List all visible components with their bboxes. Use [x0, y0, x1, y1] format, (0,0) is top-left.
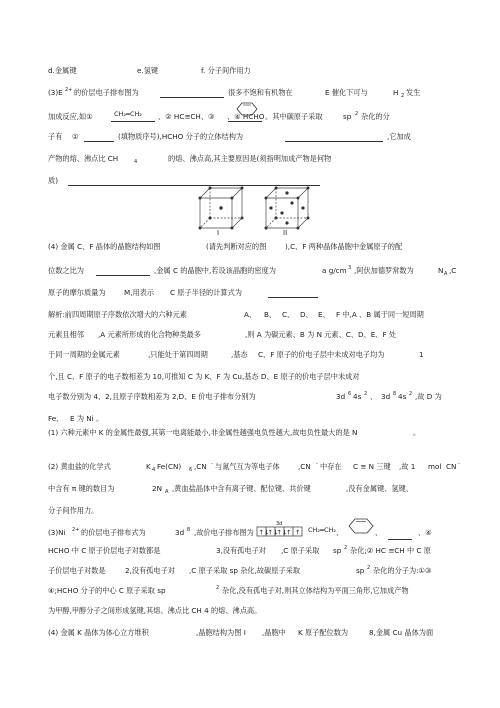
text-run: K 原子配位数为: [298, 628, 349, 637]
text-run: sp: [333, 546, 342, 555]
text-run: M,用表示: [124, 288, 155, 297]
superscript: 8: [393, 391, 397, 397]
text-run: ,故价电子排布图为: [194, 528, 254, 537]
text-run: ④;HCHO 分子的中心 C 原子采取 sp: [48, 586, 166, 595]
cyclic-molecule-icon: [348, 518, 374, 534]
text-run: HCHO 中 C 原子价层电子对数都是: [48, 546, 161, 555]
text-run: 、: [375, 528, 383, 537]
text-run: 杂化的分子为:①③: [373, 566, 432, 575]
text-run: sp: [343, 112, 352, 121]
text-run: ,A 元素所形成的化合物种类最多: [98, 330, 201, 339]
svg-text:↑↓: ↑↓: [267, 528, 279, 537]
text-run: 位数之比为: [48, 266, 84, 275]
text-run: 为甲醇,甲醇分子之间形成氢键,其熔、沸点比 CH 4 的熔、沸点高。: [48, 606, 262, 615]
text-run: 2,没有孤电子对: [125, 566, 175, 575]
orbital-diagram: [256, 519, 306, 539]
subscript: 4: [152, 467, 156, 473]
text-run: (2) 黄血盐的化学式: [48, 462, 111, 471]
text-run: 3d: [381, 392, 391, 401]
text-run: (4) 金属 C、F 晶体的晶胞结构如图: [48, 242, 161, 251]
text-run: Fe(CN): [157, 462, 182, 471]
answer-blank: [268, 288, 318, 298]
text-run: 个,且 C、F 原子的电子数相差为 10,可推知 C 为 K、F 为 Cu,基态 D、E 原子的价电子层中未成对: [48, 372, 360, 381]
text-run: 、④: [418, 528, 432, 537]
text-run: 、: [336, 528, 344, 537]
face-centered-cube-figure: [265, 187, 310, 230]
ethylene-formula: CH₂═CH₂: [114, 110, 142, 118]
text-run: 很多不饱和有机物在: [228, 88, 293, 97]
text-run: ,故 D 为: [415, 392, 442, 401]
text-run: ,只能处于第四周期: [148, 350, 208, 359]
superscript: 2: [355, 111, 359, 117]
text-run: ,金属 C 的晶胞中,若设该晶胞的密度为: [154, 266, 276, 275]
text-run: 元素且相邻: [48, 330, 84, 339]
text-run: 、④ HCHO: [227, 112, 265, 121]
text-run: ,C 原子采取: [281, 546, 320, 555]
text-run: 电子数分别为 4、2,且原子序数相差为 2,D、E 价电子排布分别为: [48, 392, 256, 401]
text-run: ,故 1: [399, 462, 416, 471]
orbital-label: 3d: [276, 521, 283, 527]
text-run: (请先判断对应的图: [206, 242, 267, 251]
superscript: 2: [344, 545, 348, 551]
text-run: 3d: [175, 528, 185, 537]
text-run: F 中,A 、B 属于同一短周期: [336, 310, 424, 319]
text-run: 。: [413, 428, 421, 437]
text-run: 原子的摩尔质量为: [48, 288, 106, 297]
text-run: 的价层电子排布式为: [81, 528, 146, 537]
text-run: ①: [72, 132, 79, 141]
text-run: sp: [356, 566, 365, 575]
unit-cell-figures: [192, 184, 322, 242]
text-run: 分子间作用力。: [48, 506, 99, 515]
superscript: 3: [348, 265, 352, 271]
subscript: 2: [401, 93, 405, 99]
text-run: K: [146, 462, 151, 471]
text-run: 中存在: [320, 462, 342, 471]
text-run: 。其中碳原子采取: [265, 112, 323, 121]
svg-text:↑↓: ↑↓: [276, 528, 288, 537]
text-run: 质): [48, 176, 58, 185]
text-run: H: [393, 88, 399, 97]
text-run: 的熔、沸点高,其主要原因是(须指明加成产物是何物: [168, 154, 332, 163]
text-run: 产物的熔、沸点比 CH: [48, 154, 119, 163]
subscript: A: [444, 271, 448, 277]
text-run: 杂化;② HC ≡CH 中 C 原: [350, 546, 431, 555]
answer-blank: [96, 266, 150, 276]
superscript: 8: [187, 527, 191, 533]
text-run: d.金属键: [48, 66, 77, 75]
formula-underline: [228, 121, 262, 122]
ethylene-formula: CH₂═CH₂: [308, 526, 336, 534]
text-run: 2N: [152, 484, 162, 493]
text-run: 解析:前四周期原子序数依次增大的六种元素: [48, 310, 187, 319]
superscript: -: [458, 461, 460, 467]
text-run: 4s: [353, 392, 362, 401]
text-run: (3)E: [48, 88, 63, 97]
text-run: (3)Ni: [48, 528, 66, 537]
text-run: ,则 A 为碳元素、B 为 N 元素、C、D、E、F 处: [245, 330, 397, 339]
text-run: 、② HC≡CH、③: [158, 112, 215, 121]
text-run: C ≡ N 三键: [353, 462, 391, 471]
superscript: 2: [364, 391, 368, 397]
text-run: 4s: [398, 392, 407, 401]
figure-label-2: II: [283, 229, 288, 237]
text-run: (4) 金属 K 晶体为体心立方堆积: [48, 628, 149, 637]
text-run: 子价层电子对数是: [48, 566, 106, 575]
superscript: 2: [216, 585, 220, 591]
svg-text:↑↓: ↑↓: [258, 528, 270, 537]
text-run: 3d: [336, 392, 346, 401]
text-run: D、: [300, 310, 313, 319]
superscript: 2: [367, 565, 371, 571]
text-run: ,C 原子采取 sp 杂化,故碳原子采取: [189, 566, 301, 575]
text-run: C、F 原子的价电子层中未成对电子均为: [258, 350, 385, 359]
text-run: 、: [370, 392, 378, 401]
text-run: ,它加成: [387, 132, 411, 141]
svg-text:↑: ↑: [286, 528, 292, 537]
text-run: 中含有 π 键的数目为: [48, 484, 115, 493]
text-run: A、: [244, 310, 257, 319]
text-run: ,C: [449, 266, 457, 275]
answer-blank: [84, 132, 114, 142]
subscript: 4: [134, 159, 138, 165]
superscript: -: [211, 461, 213, 467]
text-run: E 催化下可与: [325, 88, 368, 97]
text-run: Fe、: [48, 414, 64, 423]
text-run: 杂化,没有孤电子对,则其立体结构为平面三角形,它加成产物: [222, 586, 409, 595]
text-run: 发生: [406, 88, 421, 97]
text-run: 杂化的分: [361, 112, 390, 121]
text-run: (填物质序号),HCHO 分子的立体结构为: [118, 132, 244, 141]
text-run: 与氮气互为等电子体: [215, 462, 280, 471]
text-run: 于同一周期的金属元素: [48, 350, 120, 359]
answer-blank: [285, 132, 383, 142]
text-run: 加成反应,如①: [48, 112, 93, 121]
text-run: 的价层电子排布图为: [74, 88, 139, 97]
text-run: 3,没有孤电子对: [216, 546, 266, 555]
text-run: e.氢键: [137, 66, 159, 75]
text-run: (1) 六种元素中 K 的金属性最强,其第一电离能最小,非金属性越强电负性越大,故电负性最大的是 N: [48, 428, 358, 437]
text-run: ,晶胞中: [262, 628, 286, 637]
text-run: f. 分子间作用力: [201, 66, 251, 75]
svg-text:↑: ↑: [295, 528, 301, 537]
text-run: N: [438, 266, 444, 275]
figure-label-1: I: [217, 229, 220, 237]
superscript: 6: [348, 391, 352, 397]
subscript: 6: [189, 467, 193, 473]
superscript: 2+: [65, 87, 73, 93]
text-run: mol: [428, 462, 442, 471]
body-centered-cube-figure: [199, 187, 244, 230]
formula-underline: [388, 539, 412, 540]
text-run: 1: [419, 350, 424, 359]
text-run: ,阿伏加德罗常数为: [354, 266, 414, 275]
text-run: 8,金属 Cu 晶体为面: [369, 628, 434, 637]
formula-underline: [111, 121, 155, 122]
text-run: ,没有金属键、氢键、: [346, 484, 413, 493]
text-run: ,CN: [298, 462, 311, 471]
superscript: 2: [409, 391, 413, 397]
text-run: CN: [446, 462, 457, 471]
text-run: E、: [318, 310, 330, 319]
text-run: ),C、F 两种晶体晶胞中金属原子的配: [285, 242, 403, 251]
text-run: a g/cm: [322, 266, 347, 275]
text-run: ,晶胞结构为图 I: [196, 628, 246, 637]
text-run: E 为 Ni 。: [70, 414, 104, 423]
text-run: C、: [282, 310, 295, 319]
superscript: 2+: [72, 527, 80, 533]
subscript: A: [165, 489, 169, 495]
text-run: ,基态: [231, 350, 248, 359]
text-run: 子有: [48, 132, 63, 141]
text-run: B、: [264, 310, 277, 319]
cyclic-molecule-icon: [236, 102, 258, 116]
superscript: -: [316, 461, 318, 467]
text-run: ,CN: [194, 462, 207, 471]
text-run: C 原子半径的计算式为: [170, 288, 242, 297]
text-run: ,黄血盐晶体中含有离子键、配位键、共价键: [172, 484, 311, 493]
answer-blank: [160, 88, 224, 98]
